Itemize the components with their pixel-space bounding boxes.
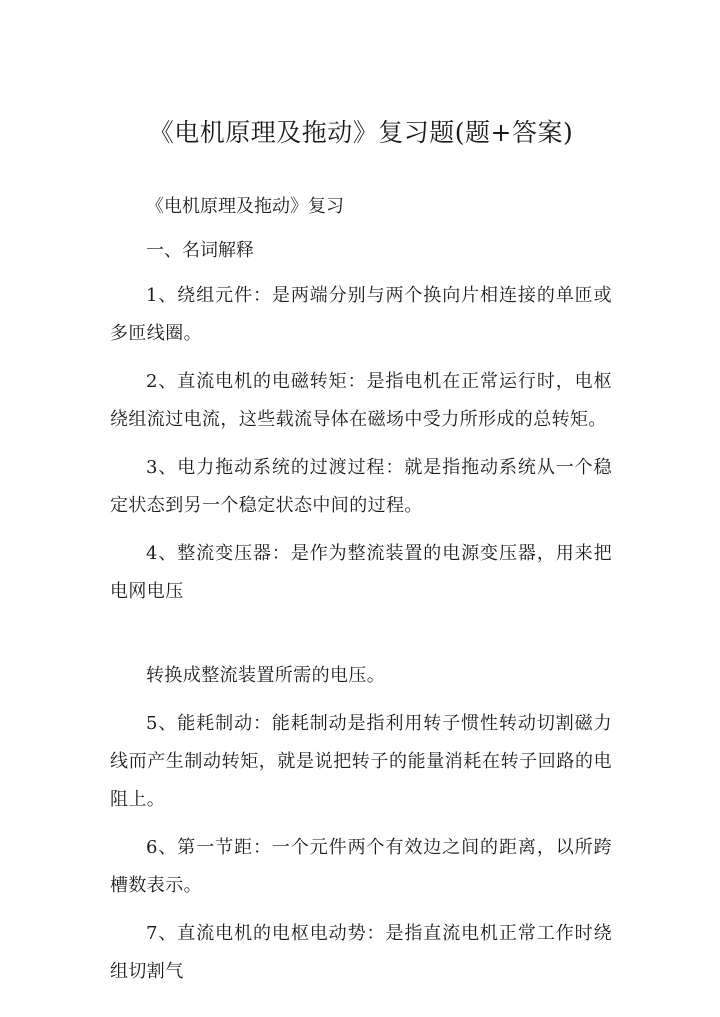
term-paragraph-2: 2、直流电机的电磁转矩：是指电机在正常运行时，电枢绕组流过电流，这些载流导体在磁场中受力所形成的总转矩。 [110,371,612,430]
term-paragraph-4: 4、整流变压器：是作为整流装置的电源变压器，用来把电网电压 [110,543,612,602]
term-paragraph-1: 1、绕组元件：是两端分别与两个换向片相连接的单匝或多匝线圈。 [110,285,612,344]
term-paragraph-4-continued: 转换成整流装置所需的电压。 [146,665,386,686]
term-paragraph-3: 3、电力拖动系统的过渡过程：就是指拖动系统从一个稳定状态到另一个稳定状态中间的过程。 [110,457,612,516]
document-title: 《电机原理及拖动》复习题(题+答案) [148,118,574,147]
term-paragraph-7: 7、直流电机的电枢电动势：是指直流电机正常工作时绕组切割气 [110,923,612,982]
document-subtitle: 《电机原理及拖动》复习 [146,196,344,217]
term-paragraph-5: 5、能耗制动：能耗制动是指利用转子惯性转动切割磁力线而产生制动转矩，就是说把转子的能量消耗在转子回路的电阻上。 [110,713,612,810]
section-heading: 一、名词解释 [146,240,254,261]
term-paragraph-6: 6、第一节距：一个元件两个有效边之间的距离，以所跨槽数表示。 [110,837,612,896]
